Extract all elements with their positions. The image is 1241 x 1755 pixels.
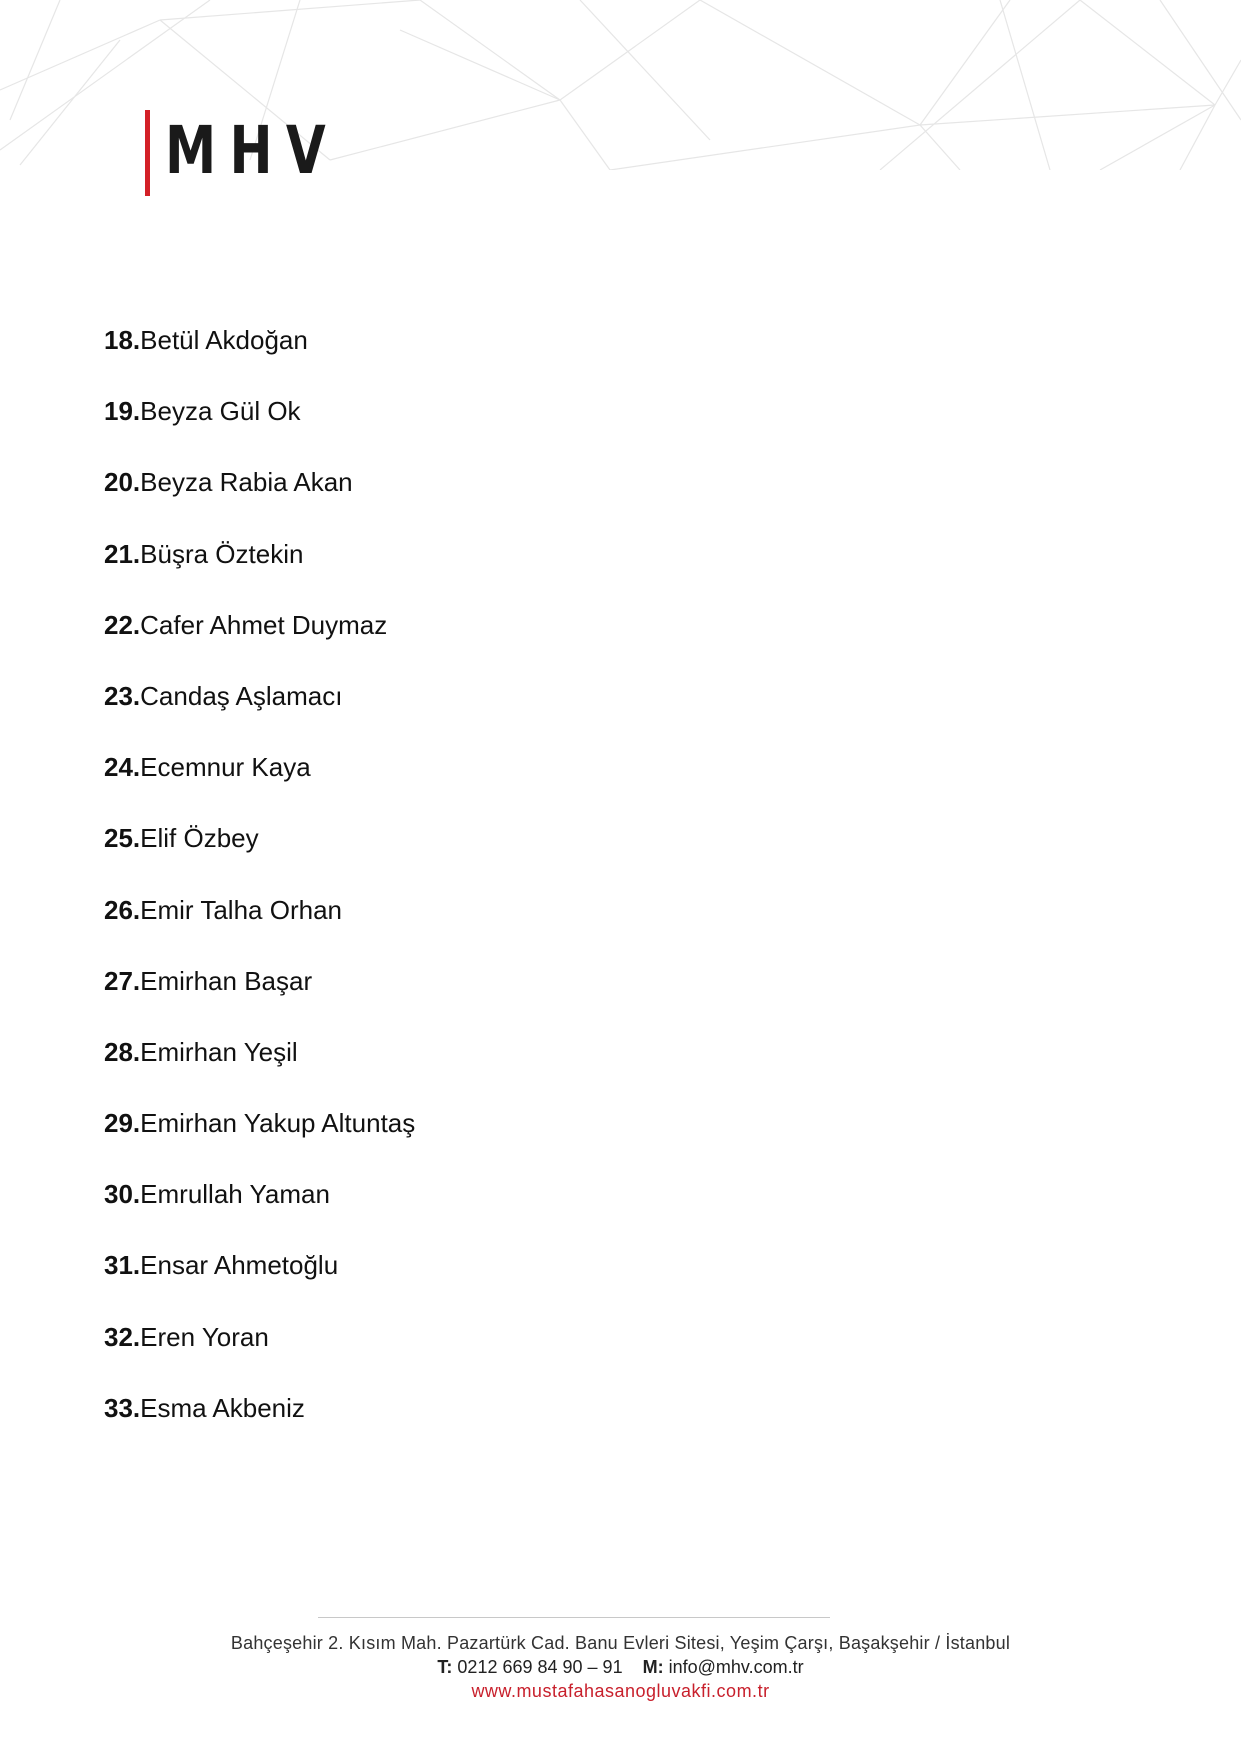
- item-name: Emir Talha Orhan: [140, 894, 342, 925]
- item-name: Ensar Ahmetoğlu: [140, 1250, 339, 1281]
- footer-address: Bahçeşehir 2. Kısım Mah. Pazartürk Cad. Banu Evleri Sitesi, Yeşim Çarşı, Başakşehir / İstanbul: [230, 1633, 1011, 1653]
- item-number: 21.: [104, 538, 141, 569]
- item-number: 30.: [104, 1179, 141, 1210]
- list-item: [104, 532, 415, 603]
- item-name: Ecemnur Kaya: [140, 752, 311, 783]
- item-number: 24.: [104, 752, 141, 783]
- item-name: Eren Yoran: [140, 1321, 269, 1352]
- item-name: Emrullah Yaman: [140, 1179, 330, 1210]
- list-item: [104, 1315, 415, 1386]
- item-number: 29.: [104, 1108, 141, 1139]
- item-name: Esma Akbeniz: [140, 1392, 305, 1423]
- item-number: 19.: [104, 396, 141, 427]
- mail-label: M:: [642, 1657, 664, 1677]
- footer-contact: [0, 1657, 1241, 1678]
- list-item: [104, 745, 415, 816]
- item-number: 23.: [104, 680, 141, 711]
- phone-label: T:: [437, 1657, 453, 1677]
- item-name: Emirhan Yakup Altuntaş: [140, 1108, 416, 1139]
- item-name: Emirhan Yeşil: [140, 1036, 298, 1067]
- item-name: Emirhan Başar: [140, 965, 313, 996]
- item-number: 18.: [104, 325, 141, 355]
- logo-text: MHV: [165, 112, 339, 189]
- item-name: Elif Özbey: [140, 823, 259, 854]
- item-name: Beyza Rabia Akan: [140, 467, 353, 498]
- list-item: [104, 888, 415, 959]
- list-item: [104, 1030, 415, 1101]
- list-item: [104, 1386, 415, 1457]
- item-number: 31.: [104, 1250, 141, 1281]
- item-name: Betül Akdoğan: [140, 325, 308, 355]
- item-number: 32.: [104, 1321, 141, 1352]
- website-link: www.mustafahasanogluvakfi.com.tr: [471, 1681, 770, 1701]
- item-name: Candaş Aşlamacı: [140, 680, 343, 711]
- item-number: 27.: [104, 965, 141, 996]
- item-number: 20.: [104, 467, 141, 498]
- item-name: Beyza Gül Ok: [140, 396, 301, 427]
- logo-accent-bar: [145, 110, 150, 196]
- footer-divider: [318, 1617, 830, 1618]
- list-item: [104, 1243, 415, 1314]
- item-number: 28.: [104, 1036, 141, 1067]
- item-number: 22.: [104, 609, 141, 640]
- list-item: [104, 603, 415, 674]
- list-item: [104, 1101, 415, 1172]
- item-name: Büşra Öztekin: [140, 538, 304, 569]
- list-item: [104, 816, 415, 887]
- item-number: 33.: [104, 1392, 141, 1423]
- list-item: [104, 1172, 415, 1243]
- name-list: [104, 318, 415, 1457]
- list-item: [104, 674, 415, 745]
- email-address: info@mhv.com.tr: [668, 1657, 804, 1677]
- item-name: Cafer Ahmet Duymaz: [140, 609, 388, 640]
- phone-number: 0212 669 84 90 – 91: [457, 1657, 623, 1677]
- item-number: 25.: [104, 823, 141, 854]
- list-item: [104, 460, 415, 531]
- item-number: 26.: [104, 894, 141, 925]
- list-item: [104, 318, 415, 389]
- list-item: [104, 959, 415, 1030]
- list-item: [104, 389, 415, 460]
